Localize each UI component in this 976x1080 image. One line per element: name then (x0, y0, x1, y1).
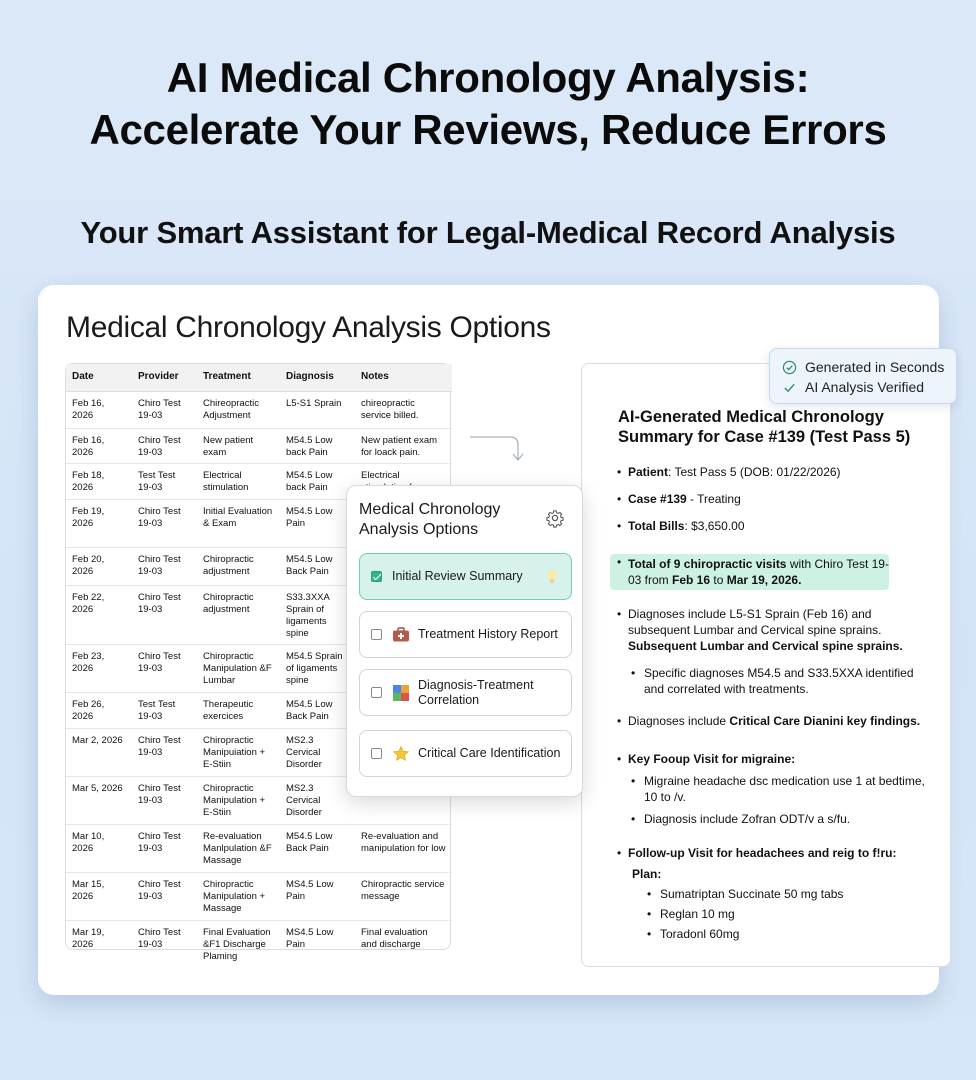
table-cell: Feb 23, 2026 (66, 644, 132, 692)
option-label: Initial Review Summary (392, 569, 523, 583)
table-cell: Initial Evaluation & Exam (197, 499, 280, 547)
table-cell: Chiropractic Manipulation &F Lumbar (197, 644, 280, 692)
table-header-row (66, 364, 452, 391)
table-cell: New patient exam (197, 428, 280, 463)
table-cell: Chiro Test 19-03 (138, 926, 181, 950)
summary-body (614, 464, 934, 942)
hero-subtitle: Your Smart Assistant for Legal-Medical Record Analysis (80, 215, 896, 250)
table-cell: Mar 5, 2026 (66, 776, 132, 824)
table-cell: Chiropractic service message (355, 872, 452, 920)
col-header-provider[interactable]: Provider (132, 364, 197, 391)
summary-case: • Case #139 - Treating (614, 491, 934, 507)
summary-followup1-title: • Key Fooup Visit for migraine: (614, 751, 934, 767)
star-icon (392, 745, 410, 763)
table-cell: M54.5 Low Back Pain (280, 692, 355, 728)
table-cell: M54.5 Sprain of ligaments spine (280, 644, 355, 692)
table-cell: Chiro Test 19-03 (132, 728, 197, 776)
table-cell: MS4.5 Low Pain (286, 926, 334, 950)
option-label: Treatment History Report (418, 627, 558, 641)
summary-patient: • Patient: Test Pass 5 (DOB: 01/22/2026) (614, 464, 934, 480)
table-cell: Chiropractic Manipuiation + E-Stiin (197, 728, 280, 776)
option-diagnosis-treatment-correlation[interactable] (359, 669, 572, 716)
table-cell: Re-evaluation Manlpulation &F Massage (197, 824, 280, 872)
table-cell: Mar 10, 2026 (66, 824, 132, 872)
table-cell: Feb 26, 2026 (66, 692, 132, 728)
table-cell: Therapeutic exercices (197, 692, 280, 728)
col-header-treatment[interactable]: Treatment (197, 364, 280, 391)
table-cell: MS2.3 Cervical Disorder (280, 776, 355, 824)
table-cell: Test Test 19-03 (132, 463, 197, 499)
checkbox-unchecked[interactable] (371, 748, 382, 759)
table-row[interactable] (66, 920, 452, 967)
main-card (38, 285, 945, 995)
table-cell: M54.5 Low Pain (280, 499, 355, 547)
summary-followup1-item: • Migraine headache dsc medication use 1 at bedtime, 10 to /v. (614, 773, 934, 805)
table-cell: Chiro Test 19-03 (132, 872, 197, 920)
medical-kit-icon (392, 626, 410, 644)
card-title: Medical Chronology Analysis Options (66, 311, 551, 344)
table-row[interactable] (66, 391, 452, 428)
summary-plan-label: Plan: (632, 867, 662, 881)
badge-row-verified (782, 377, 956, 397)
table-cell: Chiro Test 19-03 (132, 776, 197, 824)
summary-title: AI-Generated Medical Chronology Summary for Case #139 (Test Pass 5) (618, 408, 911, 446)
hero-title (0, 52, 976, 156)
summary-plan-item: • Sumatriptan Succinate 50 mg tabs (614, 886, 934, 902)
option-treatment-history-report[interactable] (359, 611, 572, 658)
table-cell: Feb 16, 2026 (66, 428, 132, 463)
hero-title-line2: Accelerate Your Reviews, Reduce Errors (89, 106, 887, 153)
table-cell: Chiro Test 19-03 (132, 547, 197, 585)
option-label: Critical Care Identification (418, 746, 561, 760)
table-cell: Chiropractic adjustment (197, 585, 280, 644)
puzzle-icon (392, 684, 410, 702)
table-row[interactable] (66, 824, 452, 872)
option-initial-review-summary[interactable] (359, 553, 572, 600)
checkbox-unchecked[interactable] (371, 629, 382, 640)
table-cell: Chiro Test 19-03 (132, 644, 197, 692)
table-cell: New patient exam for loack pain. (355, 428, 452, 463)
table-cell: Re-evaluation and manipulation for low (355, 824, 452, 872)
table-cell: Mar 19, 2026 (72, 926, 105, 950)
col-header-date[interactable]: Date (66, 364, 132, 391)
col-header-notes[interactable]: Notes (355, 364, 452, 391)
table-cell: MS4.5 Low Pain (280, 872, 355, 920)
table-cell: Electrical (355, 463, 452, 499)
table-cell: M54.5 Low Back Pain (280, 824, 355, 872)
table-row[interactable] (66, 428, 452, 463)
badge-row-generated (782, 357, 956, 377)
check-icon (782, 380, 797, 395)
table-cell: S33.3XXA Sprain of ligaments spine (280, 585, 355, 644)
table-cell: Chireopractic Adjustment (197, 391, 280, 428)
summary-bills: • Total Bills: $3,650.00 (614, 518, 934, 534)
table-cell: Feb 16, 2026 (66, 391, 132, 428)
table-cell: Electrical stimulation (197, 463, 280, 499)
summary-diagnoses-sub: • Specific diagnoses M54.5 and S33.5XXA identified and correlated with treatments. (614, 665, 934, 697)
lightbulb-icon (545, 568, 559, 586)
summary-plan-item: • Reglan 10 mg (614, 906, 934, 922)
badge-generated-text: Generated in Seconds (805, 359, 945, 375)
table-cell: Test Test 19-03 (132, 692, 197, 728)
option-label: Diagnosis-Treatment Correlation (418, 677, 534, 707)
table-cell: L5-S1 Sprain (280, 391, 355, 428)
table-cell: Chiro Test 19-03 (132, 499, 197, 547)
table-cell: Feb 19, 2026 (66, 499, 132, 547)
arrow-down-right-icon (468, 433, 528, 467)
summary-plan-item: • Toradonl 60mg (614, 926, 934, 942)
table-cell: Chiro Test 19-03 (132, 391, 197, 428)
check-circle-icon (782, 360, 797, 375)
table-cell: Chiro Test 19-03 (132, 585, 197, 644)
table-cell: Chiro Test 19-03 (132, 824, 197, 872)
verification-badge (769, 348, 957, 404)
summary-diagnoses: • Diagnoses include L5-S1 Sprain (Feb 16) and subsequent Lumbar and Cervical spine sprains. Subsequent Lumbar and Cervical spine sprains. (614, 606, 934, 654)
table-cell: Final evaluation and discharge (361, 926, 428, 950)
checkbox-checked[interactable] (371, 571, 382, 582)
table-cell: Chiro Test 19-03 (132, 428, 197, 463)
summary-followup1-item: • Diagnosis include Zofran ODT/v a s/fu. (614, 811, 934, 827)
summary-critical: • Diagnoses include Critical Care Dianini key findings. (614, 713, 934, 729)
table-row[interactable] (66, 872, 452, 920)
table-cell: MS2.3 Cervical Disorder (280, 728, 355, 776)
table-cell: Feb 18, 2026 (66, 463, 132, 499)
analysis-options-popup (346, 485, 583, 797)
table-cell: Chiropractic adjustment (197, 547, 280, 585)
table-cell: Feb 20, 2026 (66, 547, 132, 585)
summary-followup2-title: • Follow-up Visit for headachees and reig to f!ru: (614, 845, 934, 861)
table-cell: M54.5 Low Back Pain (280, 547, 355, 585)
table-cell: chireopractic service billed. (355, 391, 452, 428)
table-cell: Mar 2, 2026 (66, 728, 132, 776)
table-cell: M54.5 Low back Pain (280, 428, 355, 463)
summary-visits-highlight: • Total of 9 chiropractic visits with Chiro Test 19-03 from Feb 16 to Mar 19, 2026. (610, 554, 889, 590)
table-cell: Feb 22, 2026 (66, 585, 132, 644)
checkbox-unchecked[interactable] (371, 687, 382, 698)
col-header-diagnosis[interactable]: Diagnosis (280, 364, 355, 391)
gear-icon[interactable] (546, 509, 564, 527)
table-cell: Chiropractic Manipulation + E-Stiin (197, 776, 280, 824)
table-cell: M54.5 Low back Pain (280, 463, 355, 499)
option-critical-care-identification[interactable] (359, 730, 572, 777)
hero-title-line1: AI Medical Chronology Analysis: (166, 54, 810, 101)
table-cell: Mar 15, 2026 (66, 872, 132, 920)
popup-title: Medical Chronology Analysis Options (359, 501, 501, 538)
table-cell: Chiropractic Manipulation + Massage (197, 872, 280, 920)
summary-panel (581, 363, 951, 967)
badge-verified-text: AI Analysis Verified (805, 379, 925, 395)
table-cell: Final Evaluation &F1 Discharge Plaming (203, 926, 271, 962)
